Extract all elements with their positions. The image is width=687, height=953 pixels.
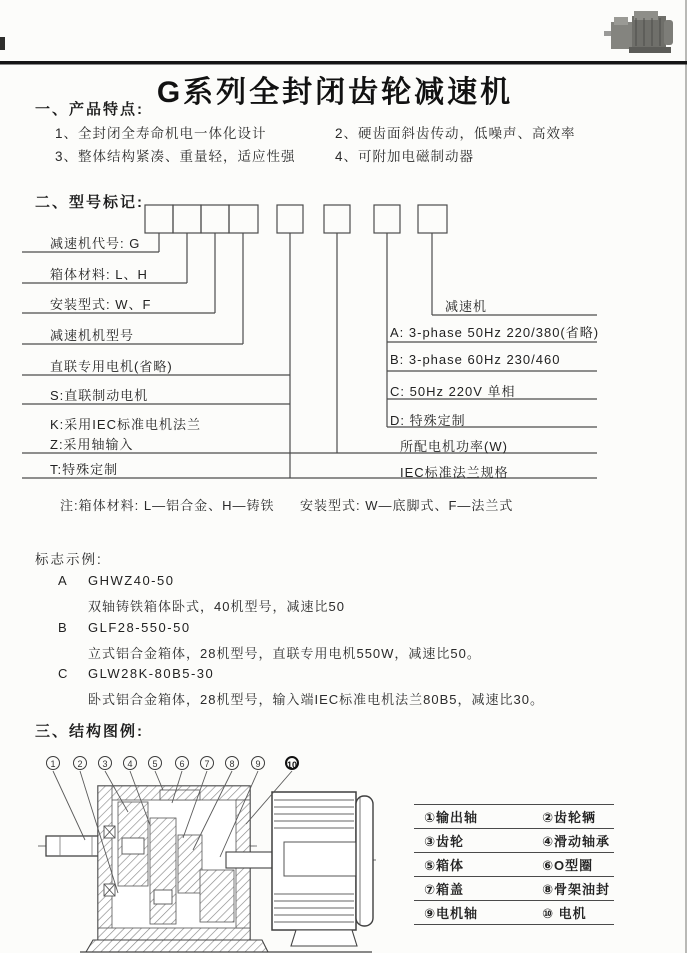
example-a-desc: 双轴铸铁箱体卧式，40机型号，减速比50 bbox=[88, 599, 345, 614]
model-box-4 bbox=[229, 205, 258, 233]
model-label-option-a: A: 3-phase 50Hz 220/380(省略) bbox=[390, 325, 600, 340]
feature-item-1: 1、全封闭全寿命机电一体化设计 bbox=[55, 126, 267, 141]
model-box-5 bbox=[277, 205, 303, 233]
model-label-mounting: 安装型式: W、F bbox=[50, 297, 152, 312]
legend-row-2 bbox=[414, 829, 614, 853]
motor-foot bbox=[291, 930, 357, 946]
model-box-7 bbox=[374, 205, 400, 233]
motor-rotor bbox=[284, 842, 356, 876]
motor-shaft bbox=[226, 852, 274, 868]
callout-5: 5 bbox=[148, 756, 162, 770]
model-label-frame: 减速机机型号 bbox=[50, 328, 135, 343]
feature-item-2: 2、硬齿面斜齿传动，低噪声、高效率 bbox=[335, 126, 576, 141]
legend-table bbox=[414, 804, 614, 925]
model-label-direct-motor: 直联专用电机(省略) bbox=[50, 359, 173, 374]
legend-row-5 bbox=[414, 901, 614, 925]
model-label-k: K:采用IEC标准电机法兰 bbox=[50, 417, 201, 432]
legend-item-4: ④滑动轴承 bbox=[542, 834, 611, 849]
scan-artifact bbox=[0, 37, 5, 50]
legend-item-9: ⑨电机轴 bbox=[424, 906, 479, 921]
example-c-code: GLW28K-80B5-30 bbox=[88, 666, 215, 681]
output-shaft bbox=[46, 836, 102, 856]
legend-item-10: ⑩ 电机 bbox=[542, 906, 587, 921]
model-label-power: 所配电机功率(W) bbox=[400, 439, 508, 454]
example-b-letter: B bbox=[58, 620, 67, 635]
model-box-3 bbox=[201, 205, 229, 233]
model-note-mounting: 安装型式: W—底脚式、F—法兰式 bbox=[300, 498, 514, 513]
example-a-code: GHWZ40-50 bbox=[88, 573, 175, 588]
structure-heading: 三、结构图例: bbox=[35, 723, 144, 740]
example-a-letter: A bbox=[58, 573, 67, 588]
model-label-material: 箱体材料: L、H bbox=[50, 267, 148, 282]
model-label-reducer: 减速机 bbox=[445, 299, 488, 314]
model-box-2 bbox=[173, 205, 201, 233]
header-rule bbox=[0, 61, 687, 65]
legend-item-7: ⑦箱盖 bbox=[424, 882, 465, 897]
features-heading: 一、产品特点: bbox=[35, 101, 144, 118]
gear-2 bbox=[150, 818, 176, 924]
gearbox-base bbox=[86, 940, 268, 952]
legend-item-8: ⑧骨架油封 bbox=[542, 882, 611, 897]
product-photo bbox=[602, 4, 680, 59]
model-note-material: 注:箱体材料: L—铝合金、H—铸铁 bbox=[60, 498, 275, 513]
page-title: G系列全封闭齿轮减速机 bbox=[156, 76, 514, 109]
legend-row-1 bbox=[414, 805, 614, 829]
motor-body bbox=[272, 792, 356, 930]
gear-4 bbox=[200, 870, 234, 922]
example-c-letter: C bbox=[58, 666, 68, 681]
callout-8: 8 bbox=[225, 756, 239, 770]
structure-drawing bbox=[38, 771, 380, 952]
example-b-code: GLF28-550-50 bbox=[88, 620, 191, 635]
model-label-option-d: D: 特殊定制 bbox=[390, 413, 466, 428]
legend-row-4 bbox=[414, 877, 614, 901]
model-label-t: T:特殊定制 bbox=[50, 462, 119, 477]
feature-item-4: 4、可附加电磁制动器 bbox=[335, 149, 475, 164]
legend-item-5: ⑤箱体 bbox=[424, 858, 465, 873]
model-heading: 二、型号标记: bbox=[35, 194, 144, 211]
model-label-iec-flange: IEC标准法兰规格 bbox=[400, 465, 509, 480]
callout-10: 10 bbox=[285, 756, 299, 770]
gear-3 bbox=[178, 835, 202, 893]
callout-7: 7 bbox=[200, 756, 214, 770]
o-ring-area bbox=[160, 790, 200, 800]
model-label-option-c: C: 50Hz 220V 单相 bbox=[390, 384, 516, 399]
legend-item-1: ①输出轴 bbox=[424, 810, 479, 825]
callout-2: 2 bbox=[73, 756, 87, 770]
example-c-desc: 卧式铝合金箱体，28机型号，输入端IEC标准电机法兰80B5，减速比30。 bbox=[88, 692, 544, 707]
callout-4: 4 bbox=[123, 756, 137, 770]
callout-3: 3 bbox=[98, 756, 112, 770]
callout-6: 6 bbox=[175, 756, 189, 770]
callout-1: 1 bbox=[46, 756, 60, 770]
model-box-6 bbox=[324, 205, 350, 233]
examples-heading: 标志示例: bbox=[35, 552, 103, 567]
feature-item-3: 3、整体结构紧凑、重量轻，适应性强 bbox=[55, 149, 296, 164]
legend-item-3: ③齿轮 bbox=[424, 834, 465, 849]
model-box-8 bbox=[418, 205, 447, 233]
legend-row-3 bbox=[414, 853, 614, 877]
model-label-code: 减速机代号: G bbox=[50, 236, 141, 251]
gear-1 bbox=[118, 802, 148, 886]
gearbox-housing bbox=[98, 786, 250, 942]
model-label-option-b: B: 3-phase 60Hz 230/460 bbox=[390, 352, 561, 367]
model-label-z: Z:采用轴输入 bbox=[50, 437, 134, 452]
callout-9: 9 bbox=[251, 756, 265, 770]
example-b-desc: 立式铝合金箱体，28机型号，直联专用电机550W，减速比50。 bbox=[88, 646, 481, 661]
motor-end-cap bbox=[356, 796, 373, 926]
model-label-s: S:直联制动电机 bbox=[50, 388, 149, 403]
model-box-1 bbox=[145, 205, 173, 233]
legend-item-6: ⑥O型圈 bbox=[542, 858, 594, 873]
legend-item-2: ②齿轮辆 bbox=[542, 810, 597, 825]
